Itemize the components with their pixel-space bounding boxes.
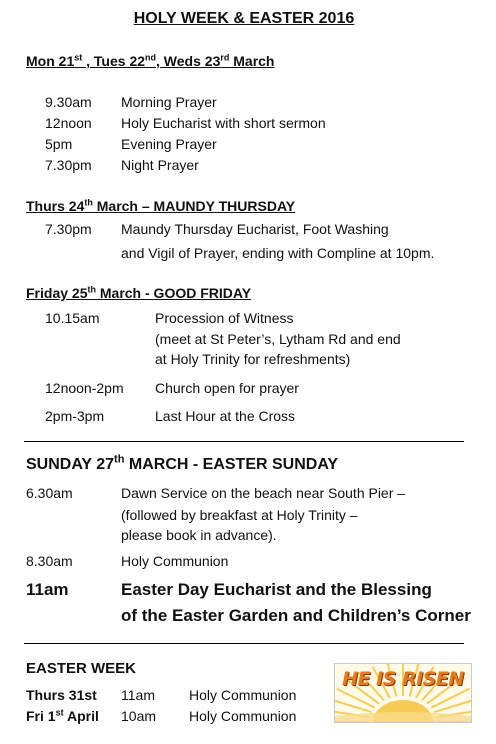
event: Evening Prayer [121, 136, 217, 152]
event: Procession of Witness [155, 310, 294, 326]
time: 11am [26, 580, 69, 599]
time: 10am [121, 708, 157, 724]
time: 6.30am [26, 485, 73, 501]
time: 10.15am [45, 310, 100, 326]
event: Holy Eucharist with short sermon [121, 115, 326, 131]
time: 7.30pm [45, 157, 92, 173]
event-continuation: please book in advance). [121, 527, 277, 543]
time: 12noon [45, 115, 92, 131]
time: 9.30am [45, 94, 92, 110]
event-continuation: and Vigil of Prayer, ending with Compline at 10pm. [121, 245, 435, 261]
event: Dawn Service on the beach near South Pier – [121, 485, 406, 501]
event: Night Prayer [121, 157, 199, 173]
event: Last Hour at the Cross [155, 408, 296, 424]
event-continuation: (followed by breakfast at Holy Trinity – [121, 507, 358, 523]
section-heading-mon-tue-wed: Mon 21st , Tues 22nd, Weds 23rd March [26, 52, 275, 69]
event-continuation: of the Easter Garden and Children’s Corner [121, 606, 471, 625]
event-continuation: at Holy Trinity for refreshments) [155, 351, 351, 367]
divider-line [24, 643, 464, 644]
event: Church open for prayer [155, 380, 299, 396]
time: 5pm [45, 136, 73, 152]
event: Morning Prayer [121, 94, 217, 110]
event: Easter Day Eucharist and the Blessing [121, 580, 432, 599]
section-heading-good-friday: Friday 25th March - GOOD FRIDAY [26, 284, 252, 301]
section-heading-easter-week: EASTER WEEK [26, 660, 137, 677]
sun-ray [336, 689, 374, 708]
time: 8.30am [26, 553, 73, 569]
time: 11am [121, 687, 155, 703]
event: Holy Communion [121, 553, 229, 569]
sun-ray [335, 699, 372, 712]
sun-ray [431, 689, 469, 708]
event-continuation: (meet at St Peter’s, Lytham Rd and end [155, 331, 401, 347]
day: Fri 1st April [26, 707, 99, 724]
page-title: HOLY WEEK & EASTER 2016 [133, 10, 355, 27]
time: 2pm-3pm [45, 408, 105, 424]
event: Holy Communion [189, 687, 297, 703]
time: 7.30pm [45, 221, 92, 237]
logo-text: HE IS RISEN [342, 668, 464, 690]
event: Maundy Thursday Eucharist, Foot Washing [121, 221, 389, 237]
sun-ray [434, 699, 471, 712]
day: Thurs 31st [26, 687, 97, 703]
section-heading-easter-sunday: SUNDAY 27th MARCH - EASTER SUNDAY [26, 453, 339, 473]
time: 12noon-2pm [45, 380, 124, 396]
event: Holy Communion [189, 708, 297, 724]
divider-line [24, 441, 464, 442]
he-is-risen-logo [334, 663, 472, 723]
section-heading-maundy-thursday: Thurs 24th March – MAUNDY THURSDAY [26, 197, 296, 214]
